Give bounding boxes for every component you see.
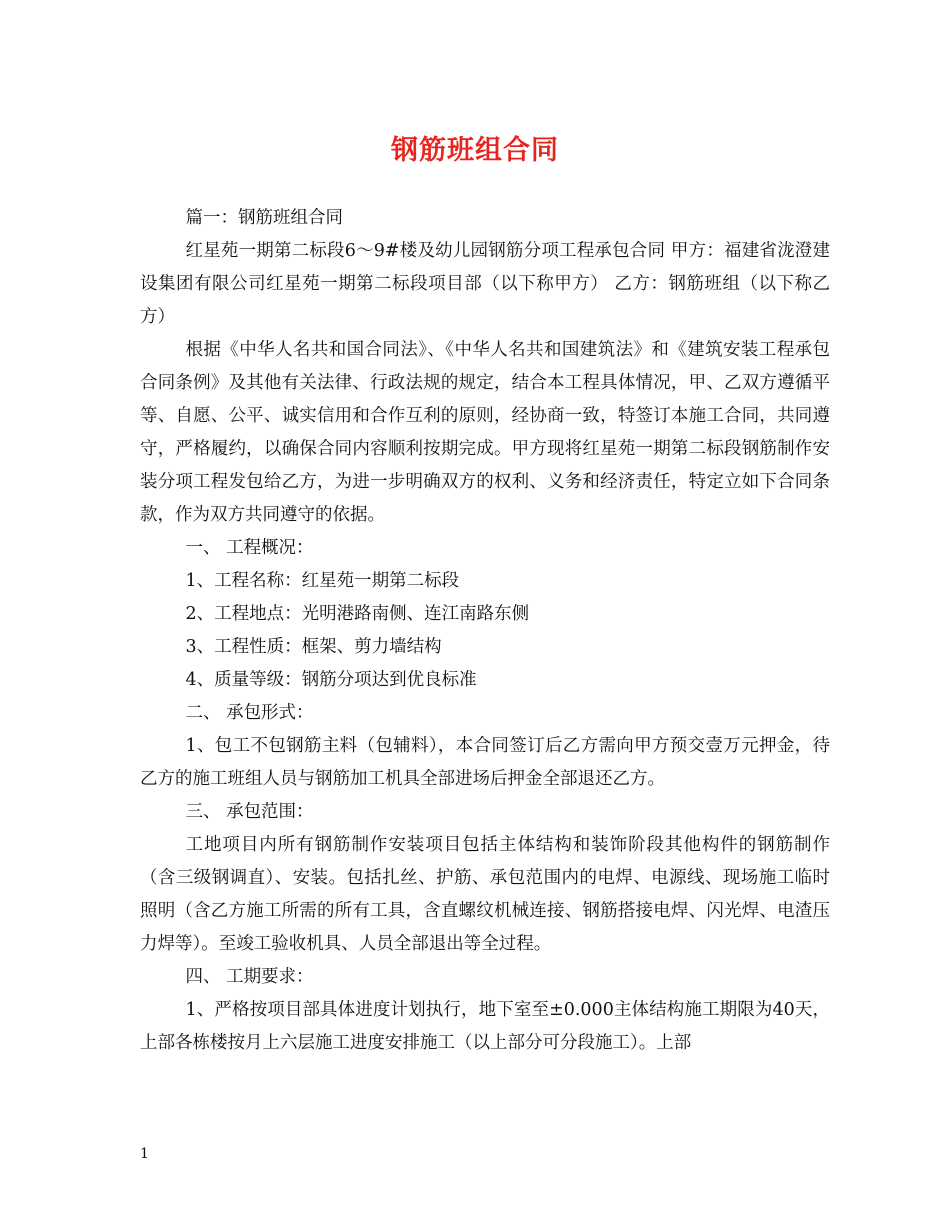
clause-item: 3、工程性质：框架、剪力墙结构: [185, 637, 442, 657]
clause-heading-3: 三、 承包范围：: [185, 802, 314, 822]
clause-paragraph: 1、包工不包钢筋主料（包辅料），本合同签订后乙方需向甲方预交壹万元押金，待乙方的施工班组人员与钢筋加工机具全部进场后押金全部退还乙方。: [140, 736, 830, 789]
clause-paragraph: 1、严格按项目部具体进度计划执行，地下室至±0.000主体结构施工期限为40天，上部各栋楼按月上六层施工进度安排施工（以上部分可分段施工）。上部: [140, 1000, 830, 1053]
clause-item: 1、工程名称：红星苑一期第二标段: [185, 571, 460, 591]
document-body: [140, 202, 830, 1060]
page-number: 1: [140, 1146, 149, 1162]
preamble-paragraph: 根据《中华人名共和国合同法》、《中华人名共和国建筑法》和《建筑安装工程承包合同条例》及其他有关法律、行政法规的规定，结合本工程具体情况，甲、乙双方遵循平等、自愿、公平、诚实信用和合作互利的原则，经协商一致，特签订本施工合同，共同遵守，严格履约，以确保合同内容顺利按期完成。甲方现将红星苑一期第二标段钢筋制作安装分项工程发包给乙方，为进一步明确双方的权利、义务和经济责任，特定立如下合同条款，作为双方共同遵守的依据。: [140, 340, 830, 525]
contract-parties-paragraph: 红星苑一期第二标段6～9#楼及幼儿园钢筋分项工程承包合同 甲方：福建省泷澄建设集团有限公司红星苑一期第二标段项目部（以下称甲方） 乙方：钢筋班组（以下称乙方）: [140, 241, 830, 327]
clause-item: 4、质量等级：钢筋分项达到优良标准: [185, 670, 477, 690]
clause-heading-2: 二、 承包形式：: [185, 703, 314, 723]
document-title: 钢筋班组合同: [391, 135, 559, 166]
clause-heading-4: 四、 工期要求：: [185, 967, 314, 987]
clause-paragraph: 工地项目内所有钢筋制作安装项目包括主体结构和装饰阶段其他构件的钢筋制作（含三级钢调直）、安装。包括扎丝、护筋、承包范围内的电焊、电源线、现场施工临时照明（含乙方施工所需的所有工具，含直螺纹机械连接、钢筋搭接电焊、闪光焊、电渣压力焊等）。至竣工验收机具、人员全部退出等全过程。: [140, 835, 830, 954]
section-heading: 篇一：钢筋班组合同: [185, 208, 343, 228]
clause-item: 2、工程地点：光明港路南侧、连江南路东侧: [185, 604, 530, 624]
clause-heading-1: 一、 工程概况：: [185, 538, 314, 558]
